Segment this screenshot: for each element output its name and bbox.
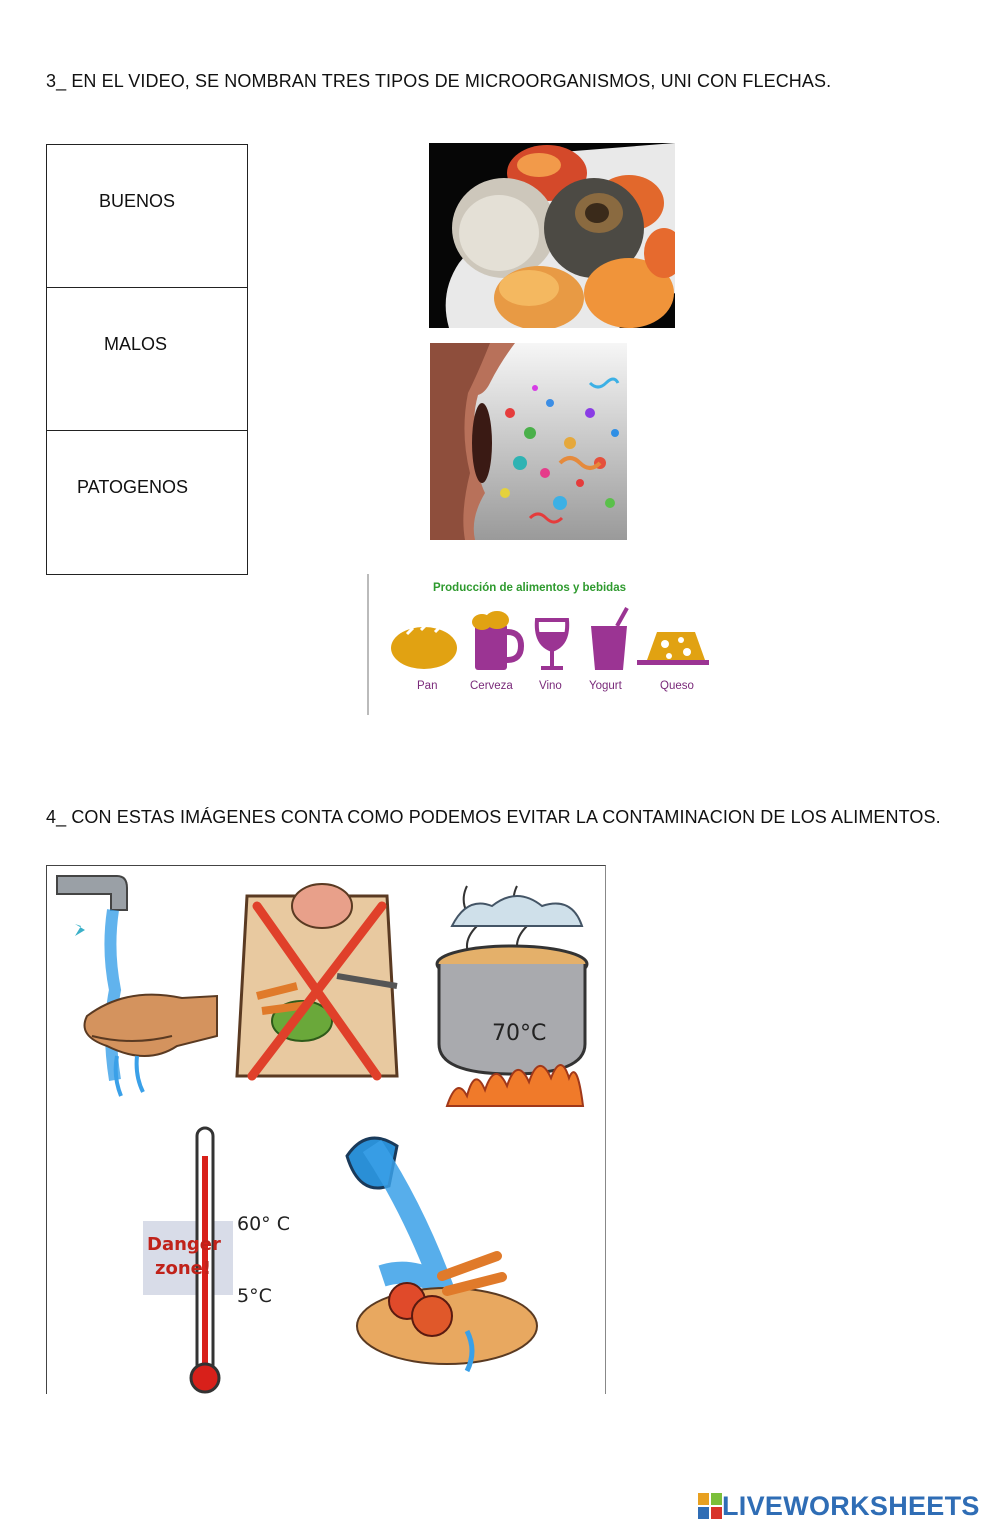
yogurt-icon [591,608,627,670]
thermo-high: 60° C [237,1213,290,1235]
label-queso: Queso [660,680,694,692]
option-label-malos: MALOS [104,334,168,354]
bread-icon [391,624,457,669]
thermometer-icon [143,1128,290,1392]
option-cell-malos[interactable] [47,288,247,431]
option-label-patogenos: PATOGENOS [77,477,189,497]
danger-line-1: Danger [147,1234,221,1255]
washing-vegetables-icon [347,1138,537,1371]
options-table [46,144,248,575]
cutting-board-icon [237,884,397,1076]
brand-icon [698,1493,722,1519]
question-3: 3_ EN EL VIDEO, SE NOMBRAN TRES TIPOS DE MICROORGANISMOS, UNI CON FLECHAS. [46,71,832,91]
thermo-low: 5°C [237,1285,272,1307]
question-4: 4_ CON ESTAS IMÁGENES CONTA COMO PODEMOS EVITAR LA CONTAMINACION DE LOS ALIMENTOS. [46,807,941,827]
option-cell-buenos[interactable] [47,145,247,288]
brand-text: LIVEWORKSHEETS [722,1490,980,1521]
food-production-image[interactable] [367,574,714,715]
pot-temperature: 70°C [492,1021,547,1046]
danger-line-2: zone! [155,1258,212,1279]
production-title: Producción de alimentos y bebidas [433,582,626,594]
cooking-pot-icon [437,886,587,1106]
liveworksheets-logo[interactable] [698,1490,980,1522]
cheese-icon [637,632,709,665]
food-safety-image[interactable] [46,865,606,1394]
wine-icon [537,620,567,670]
moldy-fruit-image[interactable] [429,143,675,328]
label-vino: Vino [539,680,562,692]
option-label-buenos: BUENOS [99,191,176,211]
hand-washing-icon [57,876,217,1096]
label-pan: Pan [417,680,438,692]
option-cell-patogenos[interactable] [47,431,247,574]
label-yogurt: Yogurt [589,680,622,692]
cough-germs-image[interactable] [430,343,627,540]
label-cerveza: Cerveza [470,680,513,692]
beer-icon [472,611,521,670]
